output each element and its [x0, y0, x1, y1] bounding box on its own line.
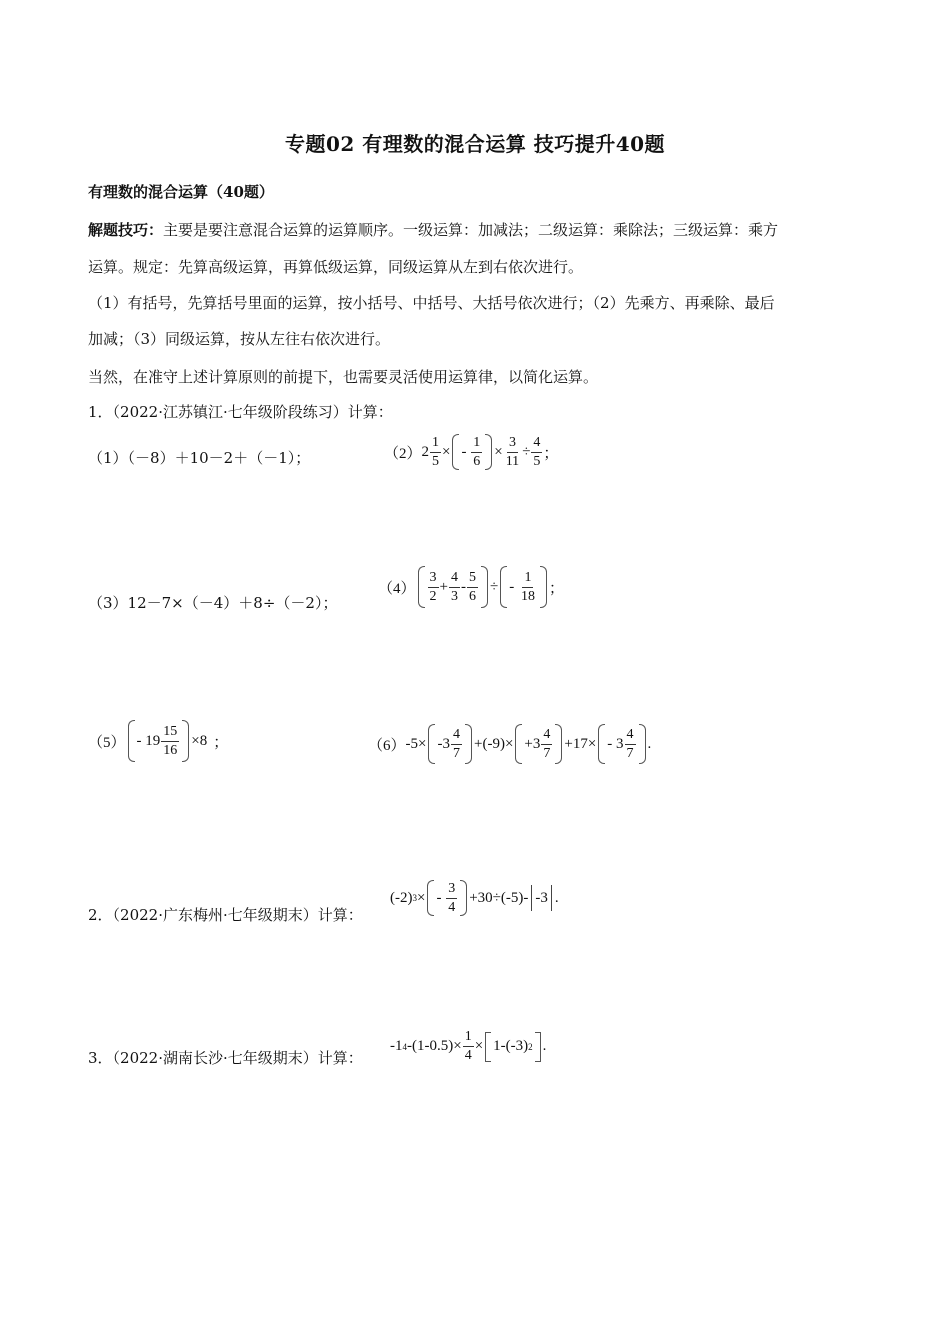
paren-left — [500, 566, 507, 608]
part-label: （2） — [384, 445, 422, 462]
abs-bar-left — [531, 885, 532, 911]
bracket-left — [485, 1032, 491, 1062]
tips-line-2: 运算。规定：先算高级运算，再算低级运算，同级运算从左到右依次进行。 — [88, 258, 584, 276]
paren-right — [485, 434, 492, 470]
fraction: $\frac{15}{16}$ — [163, 723, 178, 758]
question-source: （2022·湖南长沙·七年级期末）计算： — [112, 1049, 363, 1067]
q1-part-4: （4） $\frac{3}{2}$ + $\frac{4}{3}$ - $\frac{5}{6}$ ÷ - $\frac{1}{18}$ ； — [378, 566, 564, 608]
question-number: 2． — [88, 906, 113, 924]
tips-line-3: （1）有括号，先算括号里面的运算，按小括号、中括号、大括号依次进行；（2）先乘方、再乘除、最后 — [88, 294, 775, 312]
question-1-header — [88, 401, 393, 422]
paren-right — [639, 724, 646, 764]
paren-right — [481, 566, 488, 608]
q1-part-1: （1）（－8）＋10－2＋（－1）； — [88, 449, 311, 467]
paren-left — [428, 724, 435, 764]
section-heading: 有理数的混合运算（40题） — [88, 183, 274, 201]
q2-expression: (-2) 3 × - $\frac{3}{4}$ +30÷(-5)- -3 . — [390, 880, 559, 915]
paren-left — [418, 566, 425, 608]
q3-expression: -1 4 -(1-0.5)× $\frac{1}{4}$ × 1-(-3) 2 . — [390, 1029, 547, 1063]
fraction: $\frac{4}{7}$ — [543, 726, 551, 761]
part-label: （6） — [368, 737, 406, 754]
q1-part-5: （5） - 19 $\frac{15}{16}$ ×8 ； — [88, 720, 228, 762]
fraction: $\frac{1}{4}$ — [464, 1029, 472, 1063]
question-source: （2022·江苏镇江·七年级阶段练习）计算： — [112, 403, 393, 421]
fraction: $\frac{3}{11}$ — [505, 434, 520, 469]
fraction: $\frac{4}{5}$ — [533, 434, 541, 469]
paren-right — [460, 880, 467, 916]
fraction: $\frac{3}{2}$ — [429, 569, 437, 604]
tips-line-5: 当然，在准守上述计算原则的前提下，也需要灵活使用运算律，以简化运算。 — [88, 368, 599, 386]
bracket-right — [535, 1032, 541, 1062]
fraction: $\frac{4}{7}$ — [626, 726, 634, 761]
paren-left — [427, 880, 434, 916]
fraction: $\frac{1}{18}$ — [520, 569, 535, 604]
paren-right — [540, 566, 547, 608]
question-source: （2022·广东梅州·七年级期末）计算： — [112, 906, 363, 924]
page-title: 专题02 有理数的混合运算 技巧提升40题 — [284, 132, 666, 156]
paren-left — [452, 434, 459, 470]
tips-label: 解题技巧： — [88, 221, 164, 239]
tips-line-1 — [88, 219, 778, 240]
fraction: $\frac{3}{4}$ — [448, 880, 456, 915]
fraction: $\frac{4}{3}$ — [450, 569, 458, 604]
tips-line-4: 加减；（3）同级运算，按从左往右依次进行。 — [88, 330, 391, 348]
q1-part-2: （2） 2 $\frac{1}{5}$ × - $\frac{1}{6}$ × $\frac{3}{11}$ ÷ $\frac{4}{5}$ ； — [384, 434, 559, 469]
fraction: $\frac{4}{7}$ — [452, 726, 460, 761]
mixed-number: 2 $\frac{1}{5}$ — [421, 434, 440, 469]
paren-left — [598, 724, 605, 764]
paren-right — [182, 720, 189, 762]
question-3-header — [88, 1047, 363, 1068]
paren-left — [515, 724, 522, 764]
part-label: （4） — [378, 580, 416, 597]
abs-bar-right — [551, 885, 552, 911]
fraction: $\frac{5}{6}$ — [468, 569, 476, 604]
paren-left — [128, 720, 135, 762]
part-label: （5） — [88, 734, 126, 751]
question-2-header — [88, 904, 363, 925]
paren-right — [555, 724, 562, 764]
tips-text-1: 主要是要注意混合运算的运算顺序。一级运算：加减法；二级运算：乘除法；三级运算：乘方 — [163, 221, 779, 239]
question-number: 3． — [88, 1049, 113, 1067]
paren-right — [465, 724, 472, 764]
q1-part-6: （6） -5× - 3 $\frac{4}{7}$ + (-9)× + 3 $\frac{4}{7}$ +17× - 3 $\frac{4}{7}$ . — [368, 724, 651, 764]
fraction: $\frac{1}{6}$ — [473, 434, 481, 469]
question-number: 1． — [88, 403, 113, 421]
q1-part-3: （3）12－7×（－4）＋8÷（－2）； — [88, 594, 338, 612]
